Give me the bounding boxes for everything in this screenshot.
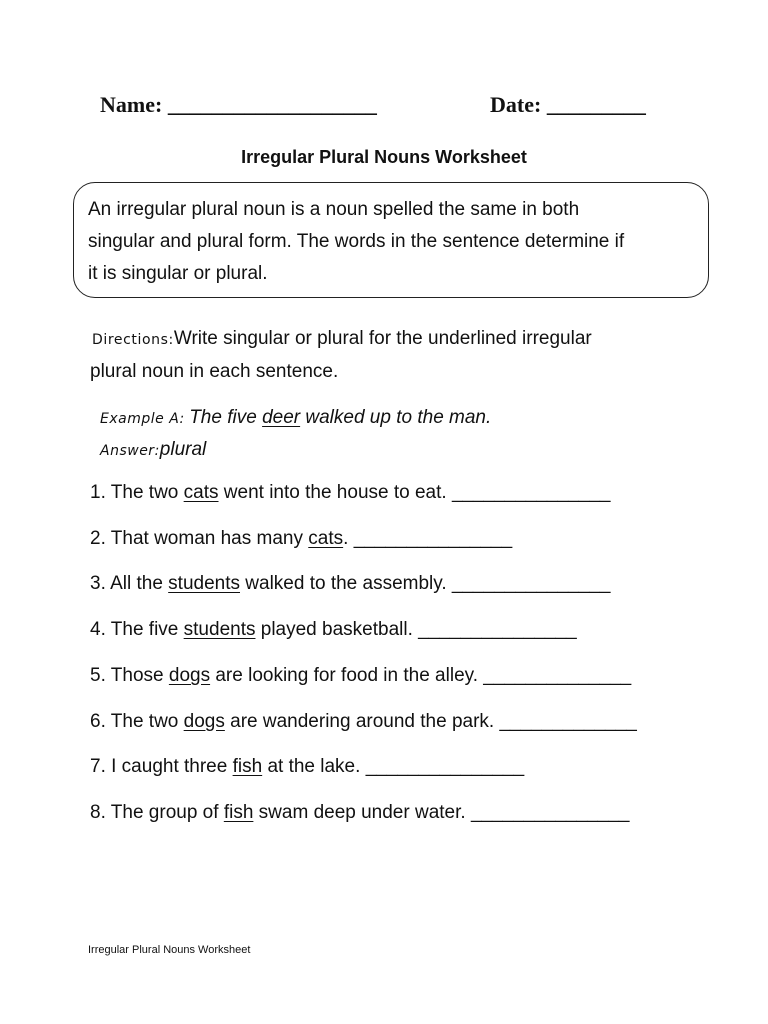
answer-blank[interactable]: _______________ xyxy=(470,802,630,823)
example-label: Example A: xyxy=(100,411,185,427)
definition-line: An irregular plural noun is a noun spelled the same in both xyxy=(88,199,580,220)
example-answer xyxy=(100,437,206,464)
underlined-noun: students xyxy=(168,573,240,594)
answer-blank[interactable]: _______________ xyxy=(353,528,513,549)
underlined-noun: students xyxy=(183,619,256,640)
underlined-noun: fish xyxy=(232,756,263,777)
answer-blank[interactable]: _____________ xyxy=(499,711,637,732)
directions xyxy=(92,323,592,356)
date-blank[interactable]: _________ xyxy=(546,92,646,117)
definition-line: singular and plural form. The words in the sentence determine if xyxy=(88,231,625,252)
underlined-noun: cats xyxy=(183,482,219,503)
example xyxy=(100,405,491,432)
question-item: 1. The two cats went into the house to eat. _______________ xyxy=(90,482,611,503)
answer-blank[interactable]: ______________ xyxy=(483,665,632,686)
underlined-noun: dogs xyxy=(183,711,225,732)
page-title: Irregular Plural Nouns Worksheet xyxy=(241,147,527,167)
question-item: 6. The two dogs are wandering around the park. _____________ xyxy=(90,711,637,732)
question-item: 7. I caught three fish at the lake. _______________ xyxy=(90,756,525,777)
answer-value: plural xyxy=(159,439,207,460)
footer-text: Irregular Plural Nouns Worksheet xyxy=(88,944,251,956)
question-item: 5. Those dogs are looking for food in the alley. ______________ xyxy=(90,665,632,686)
example-sentence: The five deer walked up to the man. xyxy=(189,407,492,428)
question-item: 2. That woman has many cats. _______________ xyxy=(90,528,513,549)
name-blank[interactable]: ___________________ xyxy=(167,92,377,117)
answer-blank[interactable]: _______________ xyxy=(365,756,525,777)
directions-label: Directions: xyxy=(92,332,174,348)
answer-label: Answer: xyxy=(100,443,160,459)
answer-blank[interactable]: _______________ xyxy=(451,573,611,594)
date-label: Date: _________ xyxy=(490,92,646,117)
answer-blank[interactable]: _______________ xyxy=(418,619,577,640)
name-label: Name: ___________________ xyxy=(100,92,377,117)
definition-box xyxy=(73,182,709,298)
answer-blank[interactable]: _______________ xyxy=(451,482,611,503)
question-item: 8. The group of fish swam deep under water. _______________ xyxy=(90,802,630,823)
directions-text-2: plural noun in each sentence. xyxy=(90,361,339,382)
question-item: 4. The five students played basketball. _______________ xyxy=(90,619,577,640)
underlined-noun: fish xyxy=(223,802,254,823)
underlined-noun: dogs xyxy=(168,665,211,686)
example-noun: deer xyxy=(262,407,301,428)
directions-text: Write singular or plural for the underlined irregular xyxy=(173,328,592,349)
question-item: 3. All the students walked to the assembly. _______________ xyxy=(90,573,611,594)
underlined-noun: cats xyxy=(308,528,344,549)
definition-line: it is singular or plural. xyxy=(88,263,268,284)
